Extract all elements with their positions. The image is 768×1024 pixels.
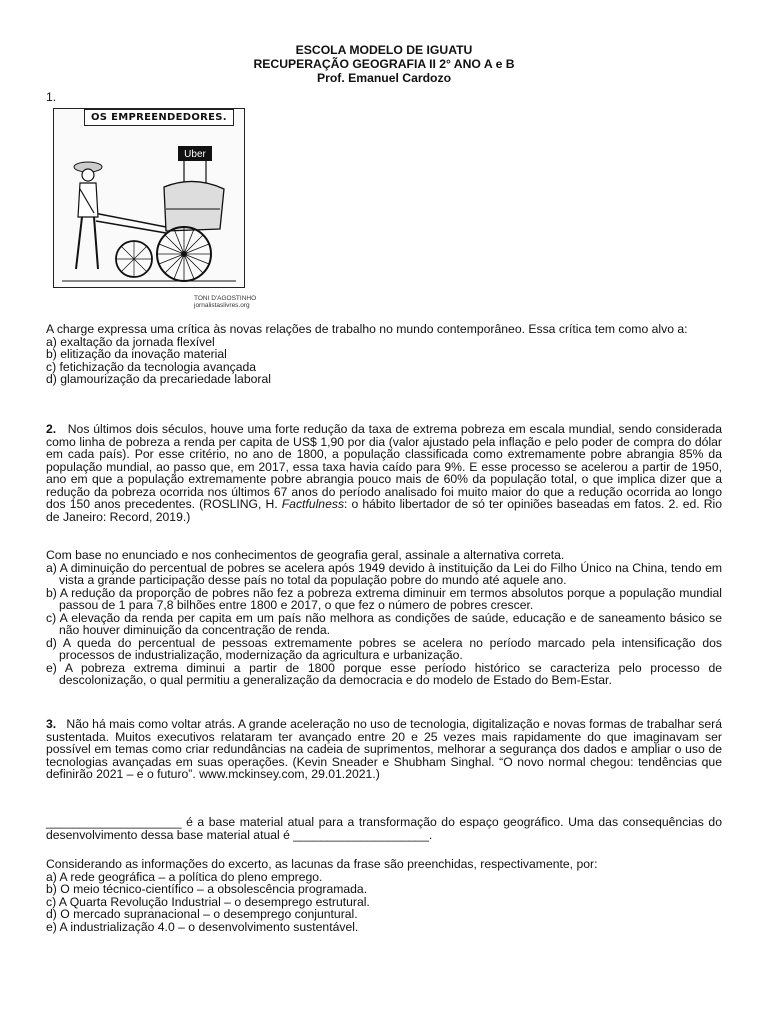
q2-option-c[interactable]: c) A elevação da renda per capita em um país não melhora as condições de saúde, educação e de saneamento básico se não houver diminuição da concentração de renda. [46, 610, 722, 637]
cartoon-credit [194, 295, 256, 309]
question-2-text [46, 423, 722, 523]
question-3-blank-sentence [46, 816, 722, 841]
question-2-stem: Com base no enunciado e nos conhecimentos de geografia geral, assinale a alternativa correta. [46, 548, 565, 562]
question-1-number: 1. [46, 90, 57, 104]
q1-option-b[interactable]: b) elitização da inovação material [46, 347, 227, 361]
q2-option-a[interactable]: a) A diminuição do percentual de pobres se acelera após 1949 devido à instituição da Lei do Filho Único na China, tendo em vista a grande participação desse país no total da população pobre do mundo até aquele ano. [46, 560, 722, 587]
question-3-text [46, 718, 722, 781]
rickshaw-drawing [54, 109, 244, 287]
q2-option-d[interactable]: d) A queda do percentual de pessoas extremamente pobres se acelera no período marcado pela intensificação dos processos de industrialização, modernização da agricultura e urbanização. [46, 635, 722, 662]
question-2-main-text: Nos últimos dois séculos, houve uma forte redução da taxa de extrema pobreza em escala mundial, sendo considerada como linha de pobreza a renda per capita de US$ 1,90 por dia (valor ajustado pela inflação e pelo poder de compra do dólar em cada país). Por esse critério, no ano de 1800, a população classificada como extremamente pobre abrangia 85% da população mundial, ao passo que, em 2017, essa taxa havia caído para 9%. E esse processo se acelerou a partir de 1950, ano em que a população extremamente pobre abrangia pouco mais de 60% da população total, o que implica dizer que a redução da pobreza ocorrida nos últimos 67 anos do período analisado foi muito maior do que a redução ocorrida ao longo dos 150 anos precedentes. (ROSLING, H. [46, 422, 722, 511]
q3-option-e[interactable]: e) A industrialização 4.0 – o desenvolvimento sustentável. [46, 919, 359, 934]
q3-option-d[interactable]: d) O mercado supranacional – o desemprego conjuntural. [46, 907, 358, 921]
exam-header [46, 43, 722, 85]
teacher-name: Prof. Emanuel Cardozo [316, 71, 452, 85]
q1-option-a[interactable]: a) exaltação da jornada flexível [46, 334, 215, 349]
q2-option-b[interactable]: b) A redução da proporção de pobres não fez a pobreza extrema diminuir em termos absolutos porque a população mundial passou de 1 para 7,8 bilhões entre 1800 e 2017, o que fez o número de pobres crescer. [46, 585, 722, 612]
q1-option-d[interactable]: d) glamourização da precariedade laboral [46, 372, 271, 386]
q2-option-e[interactable]: e) A pobreza extrema diminui a partir de 1800 porque esse período histórico se caracteriza pelo processo de descolonização, o qual permitiu a generalização da democracia e do modelo de Estado do Bem-Estar. [46, 660, 722, 687]
exam-subject: RECUPERAÇÃO GEOGRAFIA II 2° ANO A e B [253, 57, 515, 71]
question-1-body [46, 323, 722, 386]
question-3-body [46, 858, 722, 933]
q3-option-c[interactable]: c) A Quarta Revolução Industrial – o desemprego estrutural. [46, 894, 370, 909]
question-2-body [46, 549, 722, 687]
question-3-stem: Considerando as informações do excerto, as lacunas da frase são preenchidas, respectivamente, por: [46, 857, 598, 871]
question-2-number: 2. [46, 422, 57, 436]
question-3-main-text: Não há mais como voltar atrás. A grande aceleração no uso de tecnologia, digitalização e novas formas de trabalhar será sustentada. Muitos executivos relataram ter avançado entre 20 e 25 vezes mais rapidamente do que imaginavam ser possível em temas como criar redundâncias na cadeia de suprimentos, melhorar a segurança dos dados e ampliar o uso de tecnologias avançadas em suas operações. (Kevin Sneader e Shubham Singhal. “O novo normal chegou: tendências que definirão 2021 – e o futuro”. www.mckinsey.com, 29.01.2021.) [46, 717, 722, 781]
blank-sentence: ____________________ é a base material atual para a transformação do espaço geográfico. Uma das consequências do desenvolvimento dessa base material atual é ____________________. [46, 815, 722, 842]
uber-sign: Uber [184, 149, 206, 160]
question-3-number: 3. [46, 717, 57, 731]
cartoon-site: jornalistaslivres.org [194, 302, 250, 309]
cartoon-title: OS EMPREENDEDORES. [84, 109, 234, 126]
question-2-book-title: Factfulness [281, 497, 345, 511]
school-name: ESCOLA MODELO DE IGUATU [295, 43, 473, 57]
cartoon-author: TONI D'AGOSTINHO [194, 295, 257, 302]
cartoon-image [53, 108, 245, 288]
question-2-text-tail: : o hábito libertador de só ter opiniões baseadas em fatos. 2. ed. Rio de Janeiro: Record, 2019.) [46, 497, 722, 524]
question-1-stem: A charge expressa uma crítica às novas relações de trabalho no mundo contemporâneo. Essa crítica tem como alvo a: [46, 322, 688, 336]
q1-option-c[interactable]: c) fetichização da tecnologia avançada [46, 359, 257, 374]
q3-option-b[interactable]: b) O meio técnico-científico – a obsolescência programada. [46, 882, 368, 896]
q3-option-a[interactable]: a) A rede geográfica – a política do pleno emprego. [46, 869, 323, 884]
